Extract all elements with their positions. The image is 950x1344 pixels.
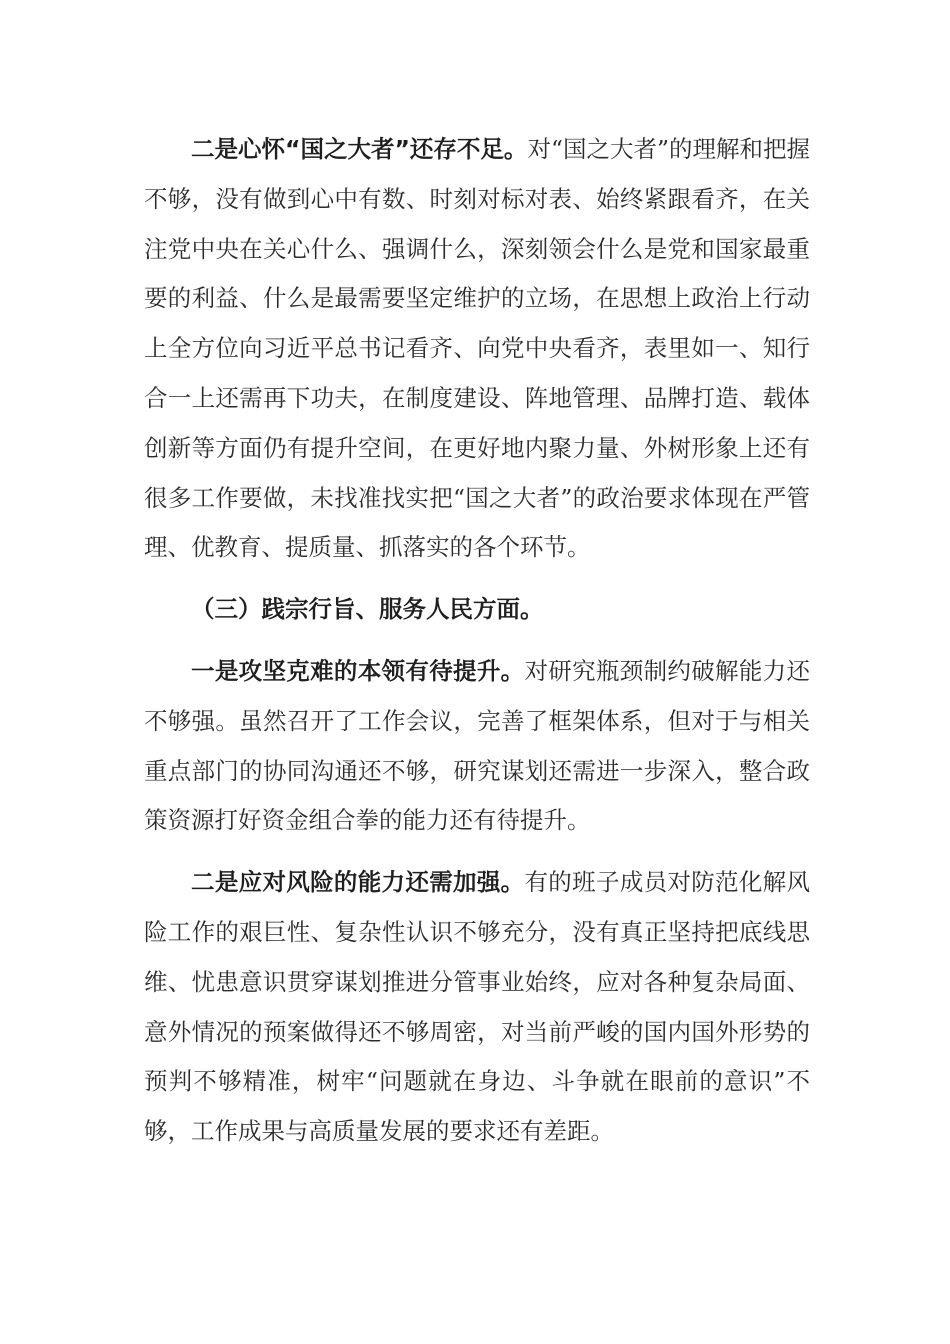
paragraph-risk-response [144,858,810,1157]
document-body [144,125,810,1157]
paragraph-lead: 一是攻坚克难的本领有待提升。 [191,656,525,685]
paragraph-political-awareness [144,125,810,573]
paragraph-lead: 二是应对风险的能力还需加强。 [191,868,525,897]
paragraph-text: 有的班子成员对防范化解风险工作的艰巨性、复杂性认识不够充分，没有真正坚持把底线思维、忧患意识贯穿谋划推进分管事业始终，应对各种复杂局面、意外情况的预案做得还不够周密，对当前严峻的国内国外形势的预判不够精准，树牢“问题就在身边、斗争就在眼前的意识”不够，工作成果与高质量发展的要求还有差距。 [144,868,811,1146]
section-heading: （三）践宗行旨、服务人民方面。 [191,595,544,624]
paragraph-problem-solving [144,647,810,846]
paragraph-lead: 二是心怀“国之大者”还存不足。 [191,135,528,163]
paragraph-text: 对“国之大者”的理解和把握不够，没有做到心中有数、时刻对标对表、始终紧跟看齐，在关注党中央在关心什么、强调什么，深刻领会什么是党和国家最重要的利益、什么是最需要坚定维护的立场，在思想上政治上行动上全方位向习近平总书记看齐、向党中央看齐，表里如一、知行合一上还需再下功夫，在制度建设、阵地管理、品牌打造、载体创新等方面仍有提升空间，在更好地内聚力量、外树形象上还有很多工作要做，未找准找实把“国之大者”的政治要求体现在严管理、优教育、提质量、抓落实的各个环节。 [144,135,810,562]
paragraph-text: 对研究瓶颈制约破解能力还不够强。虽然召开了工作会议，完善了框架体系，但对于与相关重点部门的协同沟通还不够，研究谋划还需进一步深入，整合政策资源打好资金组合拳的能力还有待提升。 [144,656,811,835]
